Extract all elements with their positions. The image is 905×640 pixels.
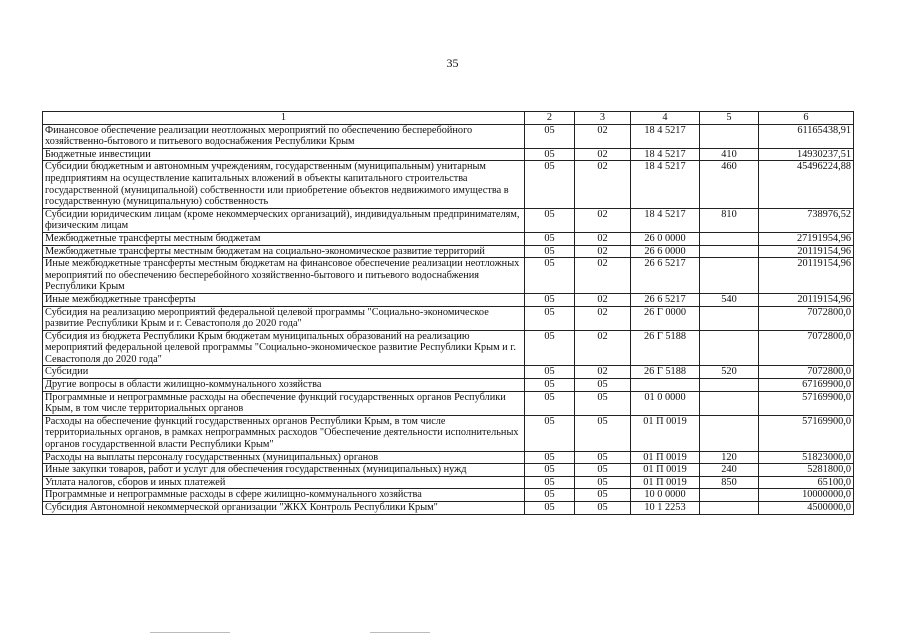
- table-row: [43, 293, 854, 306]
- code-cell: [700, 124, 759, 148]
- code-cell: 05: [525, 208, 575, 232]
- code-cell: 02: [575, 258, 631, 294]
- code-cell: 240: [700, 464, 759, 477]
- column-header: 6: [759, 112, 854, 125]
- code-cell: 01 П 0019: [631, 415, 700, 451]
- code-cell: 05: [575, 391, 631, 415]
- code-cell: 05: [575, 464, 631, 477]
- code-cell: 05: [525, 245, 575, 258]
- code-cell: [700, 245, 759, 258]
- code-cell: 05: [525, 379, 575, 392]
- amount-cell: 7072800,0: [759, 366, 854, 379]
- table-row: [43, 330, 854, 366]
- code-cell: 05: [575, 451, 631, 464]
- row-name-cell: Другие вопросы в области жилищно-коммунального хозяйства: [43, 379, 525, 392]
- row-name-cell: Иные межбюджетные трансферты: [43, 293, 525, 306]
- row-name-cell: Субсидия на реализацию мероприятий федеральной целевой программы "Социально-экономическое развитие Республики Крым и г. Севастополя до 2020 года": [43, 306, 525, 330]
- code-cell: 18 4 5217: [631, 208, 700, 232]
- code-cell: 01 П 0019: [631, 451, 700, 464]
- amount-cell: 61165438,91: [759, 124, 854, 148]
- code-cell: 18 4 5217: [631, 148, 700, 161]
- code-cell: 520: [700, 366, 759, 379]
- code-cell: 02: [575, 161, 631, 208]
- table-row: [43, 489, 854, 502]
- code-cell: 01 П 0019: [631, 464, 700, 477]
- code-cell: [700, 232, 759, 245]
- code-cell: 810: [700, 208, 759, 232]
- table-row: [43, 366, 854, 379]
- code-cell: 02: [575, 293, 631, 306]
- code-cell: 05: [525, 489, 575, 502]
- code-cell: [700, 415, 759, 451]
- code-cell: 26 Г 5188: [631, 366, 700, 379]
- code-cell: 05: [525, 258, 575, 294]
- code-cell: 10 1 2253: [631, 502, 700, 515]
- amount-cell: 45496224,88: [759, 161, 854, 208]
- code-cell: 05: [525, 148, 575, 161]
- amount-cell: 20119154,96: [759, 245, 854, 258]
- code-cell: 26 6 0000: [631, 245, 700, 258]
- code-cell: 05: [575, 476, 631, 489]
- amount-cell: 7072800,0: [759, 306, 854, 330]
- column-header: 3: [575, 112, 631, 125]
- code-cell: 05: [575, 489, 631, 502]
- code-cell: 01 П 0019: [631, 476, 700, 489]
- row-name-cell: Межбюджетные трансферты местным бюджетам: [43, 232, 525, 245]
- scan-mark: [370, 632, 430, 633]
- amount-cell: 57169900,0: [759, 391, 854, 415]
- code-cell: [700, 379, 759, 392]
- code-cell: 05: [575, 502, 631, 515]
- code-cell: [700, 330, 759, 366]
- code-cell: 02: [575, 330, 631, 366]
- table-row: [43, 379, 854, 392]
- code-cell: 05: [525, 161, 575, 208]
- amount-cell: 20119154,96: [759, 258, 854, 294]
- code-cell: 02: [575, 148, 631, 161]
- code-cell: 05: [575, 379, 631, 392]
- code-cell: [700, 258, 759, 294]
- row-name-cell: Финансовое обеспечение реализации неотложных мероприятий по обеспечению бесперебойного хозяйственно-бытового и питьевого водоснабжения Республики Крым: [43, 124, 525, 148]
- row-name-cell: Субсидия из бюджета Республики Крым бюджетам муниципальных образований на реализацию мероприятий федеральной целевой программы "Социально-экономическое развитие Республики Крым и г. Севастополя до 2020 года": [43, 330, 525, 366]
- table-row: [43, 161, 854, 208]
- row-name-cell: Субсидии юридическим лицам (кроме некоммерческих организаций), индивидуальным предпринимателям, физическим лицам: [43, 208, 525, 232]
- code-cell: 05: [575, 415, 631, 451]
- code-cell: 18 4 5217: [631, 161, 700, 208]
- row-name-cell: Программные и непрограммные расходы в сфере жилищно-коммунального хозяйства: [43, 489, 525, 502]
- row-name-cell: Уплата налогов, сборов и иных платежей: [43, 476, 525, 489]
- code-cell: 26 0 0000: [631, 232, 700, 245]
- code-cell: [700, 502, 759, 515]
- code-cell: 26 Г 5188: [631, 330, 700, 366]
- table-row: [43, 232, 854, 245]
- amount-cell: 7072800,0: [759, 330, 854, 366]
- code-cell: 05: [525, 330, 575, 366]
- amount-cell: 5281800,0: [759, 464, 854, 477]
- code-cell: 05: [525, 366, 575, 379]
- code-cell: [631, 379, 700, 392]
- code-cell: 05: [525, 391, 575, 415]
- code-cell: 02: [575, 366, 631, 379]
- code-cell: 05: [525, 124, 575, 148]
- code-cell: 410: [700, 148, 759, 161]
- code-cell: 02: [575, 232, 631, 245]
- table-row: [43, 124, 854, 148]
- code-cell: [700, 391, 759, 415]
- row-name-cell: Расходы на выплаты персоналу государственных (муниципальных) органов: [43, 451, 525, 464]
- code-cell: 26 6 5217: [631, 293, 700, 306]
- column-header: 2: [525, 112, 575, 125]
- amount-cell: 20119154,96: [759, 293, 854, 306]
- code-cell: 02: [575, 306, 631, 330]
- code-cell: 540: [700, 293, 759, 306]
- table-header-row: [43, 112, 854, 125]
- code-cell: 02: [575, 208, 631, 232]
- amount-cell: 10000000,0: [759, 489, 854, 502]
- amount-cell: 14930237,51: [759, 148, 854, 161]
- row-name-cell: Бюджетные инвестиции: [43, 148, 525, 161]
- table-row: [43, 415, 854, 451]
- code-cell: 05: [525, 464, 575, 477]
- code-cell: 120: [700, 451, 759, 464]
- row-name-cell: Иные межбюджетные трансферты местным бюджетам на финансовое обеспечение реализации неотложных мероприятий по обеспечению бесперебойного хозяйственно-бытового и питьевого водоснабжения Республики Крым: [43, 258, 525, 294]
- code-cell: [700, 489, 759, 502]
- code-cell: 26 Г 0000: [631, 306, 700, 330]
- amount-cell: 4500000,0: [759, 502, 854, 515]
- scan-mark: [150, 632, 230, 633]
- code-cell: 05: [525, 451, 575, 464]
- amount-cell: 65100,0: [759, 476, 854, 489]
- table-row: [43, 391, 854, 415]
- table-row: [43, 245, 854, 258]
- code-cell: 460: [700, 161, 759, 208]
- table-row: [43, 258, 854, 294]
- column-header: 1: [43, 112, 525, 125]
- amount-cell: 67169900,0: [759, 379, 854, 392]
- code-cell: 05: [525, 293, 575, 306]
- row-name-cell: Межбюджетные трансферты местным бюджетам на социально-экономическое развитие территорий: [43, 245, 525, 258]
- code-cell: 10 0 0000: [631, 489, 700, 502]
- code-cell: 02: [575, 245, 631, 258]
- table-row: [43, 451, 854, 464]
- amount-cell: 51823000,0: [759, 451, 854, 464]
- row-name-cell: Расходы на обеспечение функций государственных органов Республики Крым, в том числе территориальных органов, в рамках непрограммных расходов "Обеспечение деятельности исполнительных органов государственной власти Республики Крым": [43, 415, 525, 451]
- row-name-cell: Субсидии: [43, 366, 525, 379]
- row-name-cell: Иные закупки товаров, работ и услуг для обеспечения государственных (муниципальных) нужд: [43, 464, 525, 477]
- table-row: [43, 306, 854, 330]
- code-cell: 01 0 0000: [631, 391, 700, 415]
- code-cell: 05: [525, 502, 575, 515]
- column-header: 5: [700, 112, 759, 125]
- code-cell: 26 6 5217: [631, 258, 700, 294]
- code-cell: 05: [525, 415, 575, 451]
- table-row: [43, 464, 854, 477]
- amount-cell: 57169900,0: [759, 415, 854, 451]
- page-number: 35: [446, 56, 459, 70]
- column-header: 4: [631, 112, 700, 125]
- code-cell: 18 4 5217: [631, 124, 700, 148]
- code-cell: 850: [700, 476, 759, 489]
- amount-cell: 27191954,96: [759, 232, 854, 245]
- code-cell: 05: [525, 476, 575, 489]
- code-cell: 05: [525, 232, 575, 245]
- table-row: [43, 148, 854, 161]
- table-row: [43, 208, 854, 232]
- row-name-cell: Субсидия Автономной некоммерческой организации "ЖКХ Контроль Республики Крым": [43, 502, 525, 515]
- code-cell: 05: [525, 306, 575, 330]
- code-cell: 02: [575, 124, 631, 148]
- table-row: [43, 476, 854, 489]
- table-row: [43, 502, 854, 515]
- budget-table: [42, 111, 854, 515]
- amount-cell: 738976,52: [759, 208, 854, 232]
- row-name-cell: Программные и непрограммные расходы на обеспечение функций государственных органов Республики Крым, в том числе территориальных органов: [43, 391, 525, 415]
- row-name-cell: Субсидии бюджетным и автономным учреждениям, государственным (муниципальным) унитарным предприятиям на осуществление капитальных вложений в объекты капитального строительства государственной (муниципальной) собственности или приобретение объектов недвижимого имущества в государственную (муниципальную) собственность: [43, 161, 525, 208]
- code-cell: [700, 306, 759, 330]
